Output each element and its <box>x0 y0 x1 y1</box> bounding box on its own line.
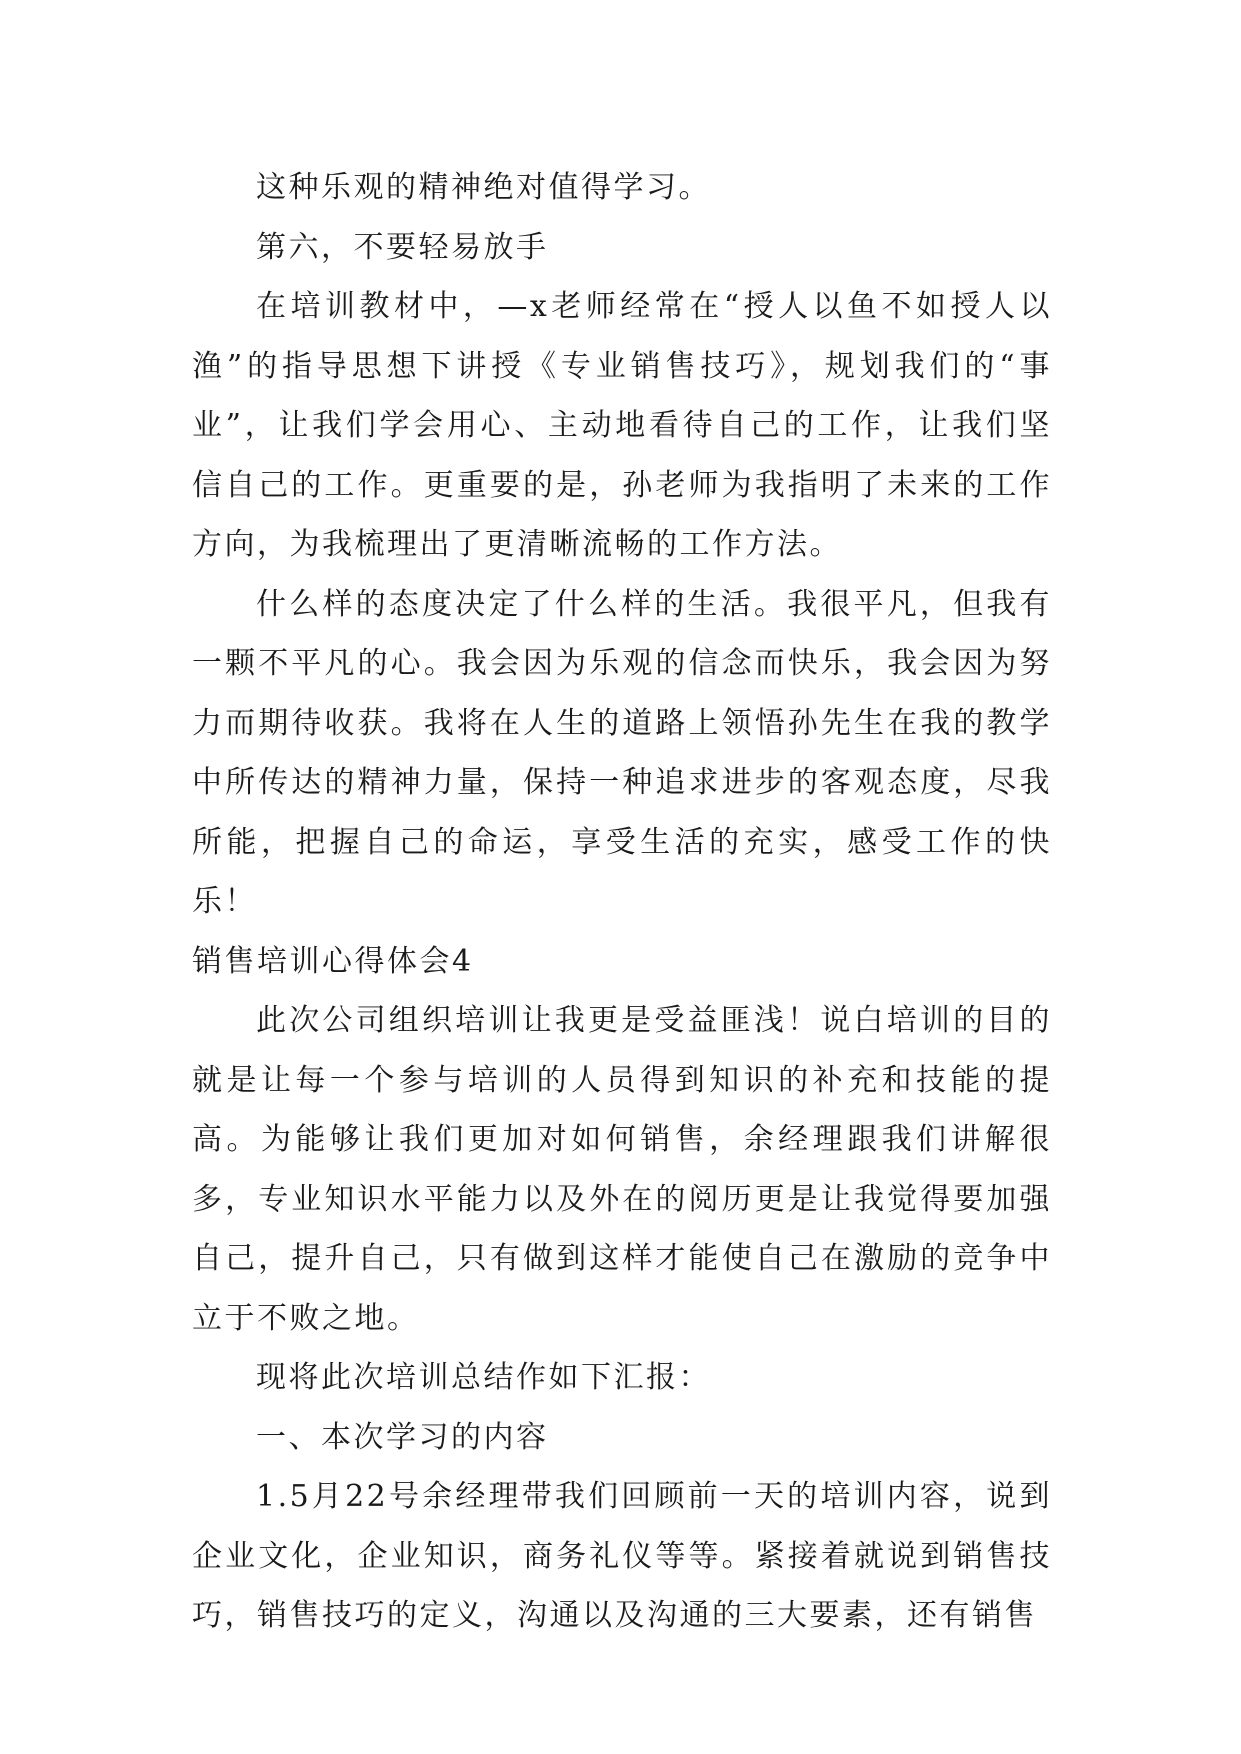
section-heading-4: 销售培训心得体会4 <box>192 943 474 979</box>
paragraph-optimism-note: 这种乐观的精神绝对值得学习。 <box>256 170 711 205</box>
paragraph-attitude: 什么样的态度决定了什么样的生活。我很平凡，但我有一颗不平凡的心。我会因为乐观的信念而快乐，我会因为努力而期待收获。我将在人生的道路上领悟孙先生在我的教学中所传达的精神力量，保持一种追求进步的客观态度，尽我所能，把握自己的命运，享受生活的充实，感受工作的快乐！ <box>192 586 1052 919</box>
paragraph-training-materials: 在培训教材中，—x老师经常在“授人以鱼不如授人以渔”的指导思想下讲授《专业销售技巧》，规划我们的“事业”，让我们学会用心、主动地看待自己的工作，让我们坚信自己的工作。更重要的是，孙老师为我指明了未来的工作方向，为我梳理出了更清晰流畅的工作方法。 <box>192 289 1052 562</box>
paragraph-learning-content-heading: 一、本次学习的内容 <box>256 1419 549 1455</box>
document-body <box>192 158 1052 1646</box>
paragraph-may-22: 1.5月22号余经理带我们回顾前一天的培训内容，说到企业文化，企业知识，商务礼仪等等。紧接着就说到销售技巧，销售技巧的定义，沟通以及沟通的三大要素，还有销售 <box>192 1479 1052 1633</box>
paragraph-point-six: 第六，不要轻易放手 <box>256 229 549 265</box>
paragraph-report-intro: 现将此次培训总结作如下汇报： <box>256 1360 711 1395</box>
paragraph-company-training: 此次公司组织培训让我更是受益匪浅！说白培训的目的就是让每一个参与培训的人员得到知识的补充和技能的提高。为能够让我们更加对如何销售，余经理跟我们讲解很多，专业知识水平能力以及外在的阅历更是让我觉得要加强自己，提升自己，只有做到这样才能使自己在激励的竞争中立于不败之地。 <box>192 1003 1052 1336</box>
